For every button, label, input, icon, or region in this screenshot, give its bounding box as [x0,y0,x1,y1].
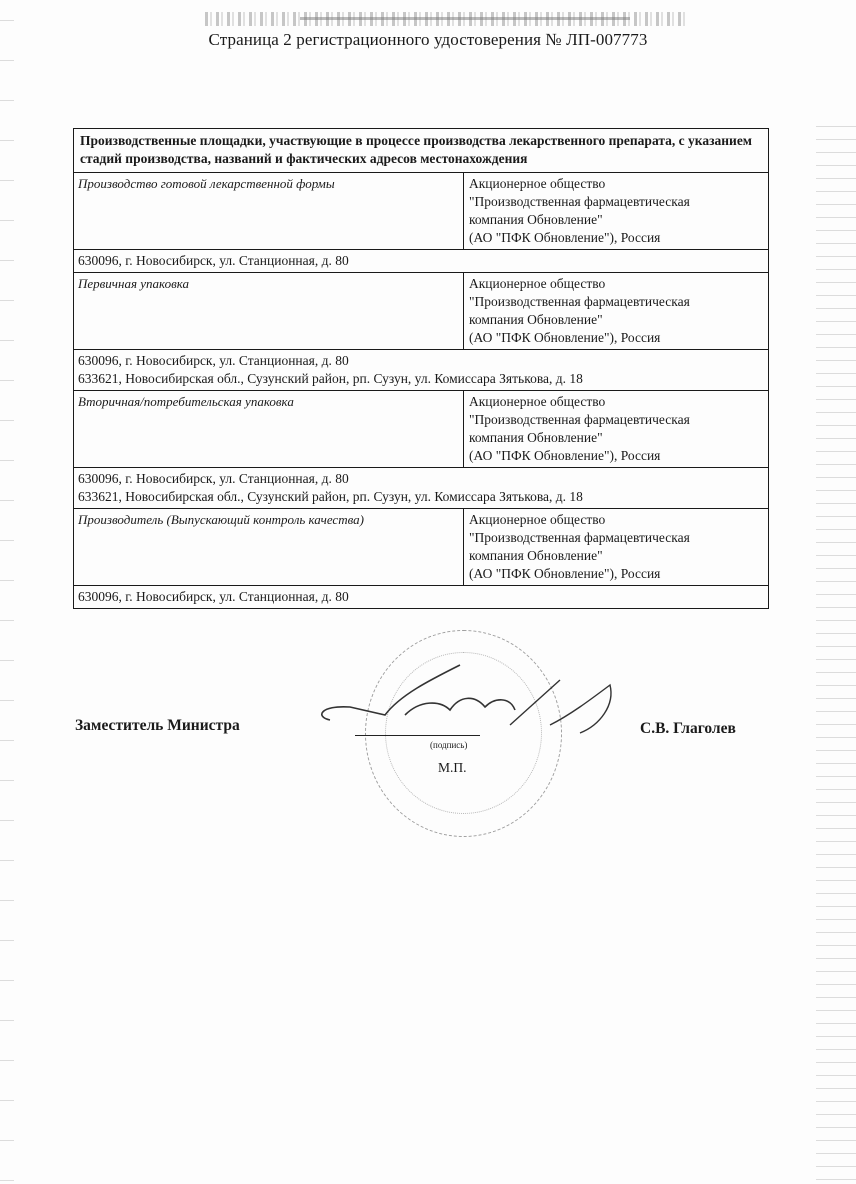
address: 630096, г. Новосибирск, ул. Станционная, д. 80 [78,253,349,268]
organization-name: Акционерное общество "Производственная фармацевтическая компания Обновление" (АО "ПФК Обновление"), Россия [469,394,690,463]
address-list [74,586,353,608]
organization-name: Акционерное общество "Производственная фармацевтическая компания Обновление" (АО "ПФК Обновление"), Россия [469,276,690,345]
signature-caption: (подпись) [430,740,468,750]
table-title-row [74,129,768,173]
page-title: Страница 2 регистрационного удостоверения № ЛП-007773 [208,30,648,49]
seal-mark: М.П. [438,760,467,775]
production-sites-table [73,128,769,609]
scan-noise-left [0,0,14,1184]
organization-name: Акционерное общество "Производственная фармацевтическая компания Обновление" (АО "ПФК Обновление"), Россия [469,512,690,581]
stage-row [74,173,768,250]
table-title: Производственные площадки, участвующие в процессе производства лекарственного препарата, с указанием стадий производства, названий и фактических адресов местонахождения [80,133,753,166]
signature-block [0,700,856,860]
address-row [74,586,768,608]
stage-label: Вторичная/потребительская упаковка [74,391,464,467]
address: 630096, г. Новосибирск, ул. Станционная, д. 80 [78,471,349,486]
address-row [74,468,768,509]
stage-label: Первичная упаковка [74,273,464,349]
stage-label: Производитель (Выпускающий контроль качества) [74,509,464,585]
address-list [74,350,587,390]
signatory-position: Заместитель Министра [75,717,240,734]
signatory-name: С.В. Глаголев [640,720,736,737]
address-row [74,350,768,391]
address-list [74,468,587,508]
signature-line [355,735,480,736]
stage-row [74,509,768,586]
scan-noise-top-line [300,17,630,20]
stage-row [74,273,768,350]
address: 630096, г. Новосибирск, ул. Станционная, д. 80 [78,589,349,604]
stage-label: Производство готовой лекарственной формы [74,173,464,249]
scan-noise-right [816,120,856,1180]
address: 633621, Новосибирская обл., Сузунский район, рп. Сузун, ул. Комиссара Зятькова, д. 18 [78,371,583,386]
organization-name: Акционерное общество "Производственная фармацевтическая компания Обновление" (АО "ПФК Обновление"), Россия [469,176,690,245]
address-row [74,250,768,273]
address: 630096, г. Новосибирск, ул. Станционная, д. 80 [78,353,349,368]
address: 633621, Новосибирская обл., Сузунский район, рп. Сузун, ул. Комиссара Зятькова, д. 18 [78,489,583,504]
address-list [74,250,353,272]
stage-row [74,391,768,468]
